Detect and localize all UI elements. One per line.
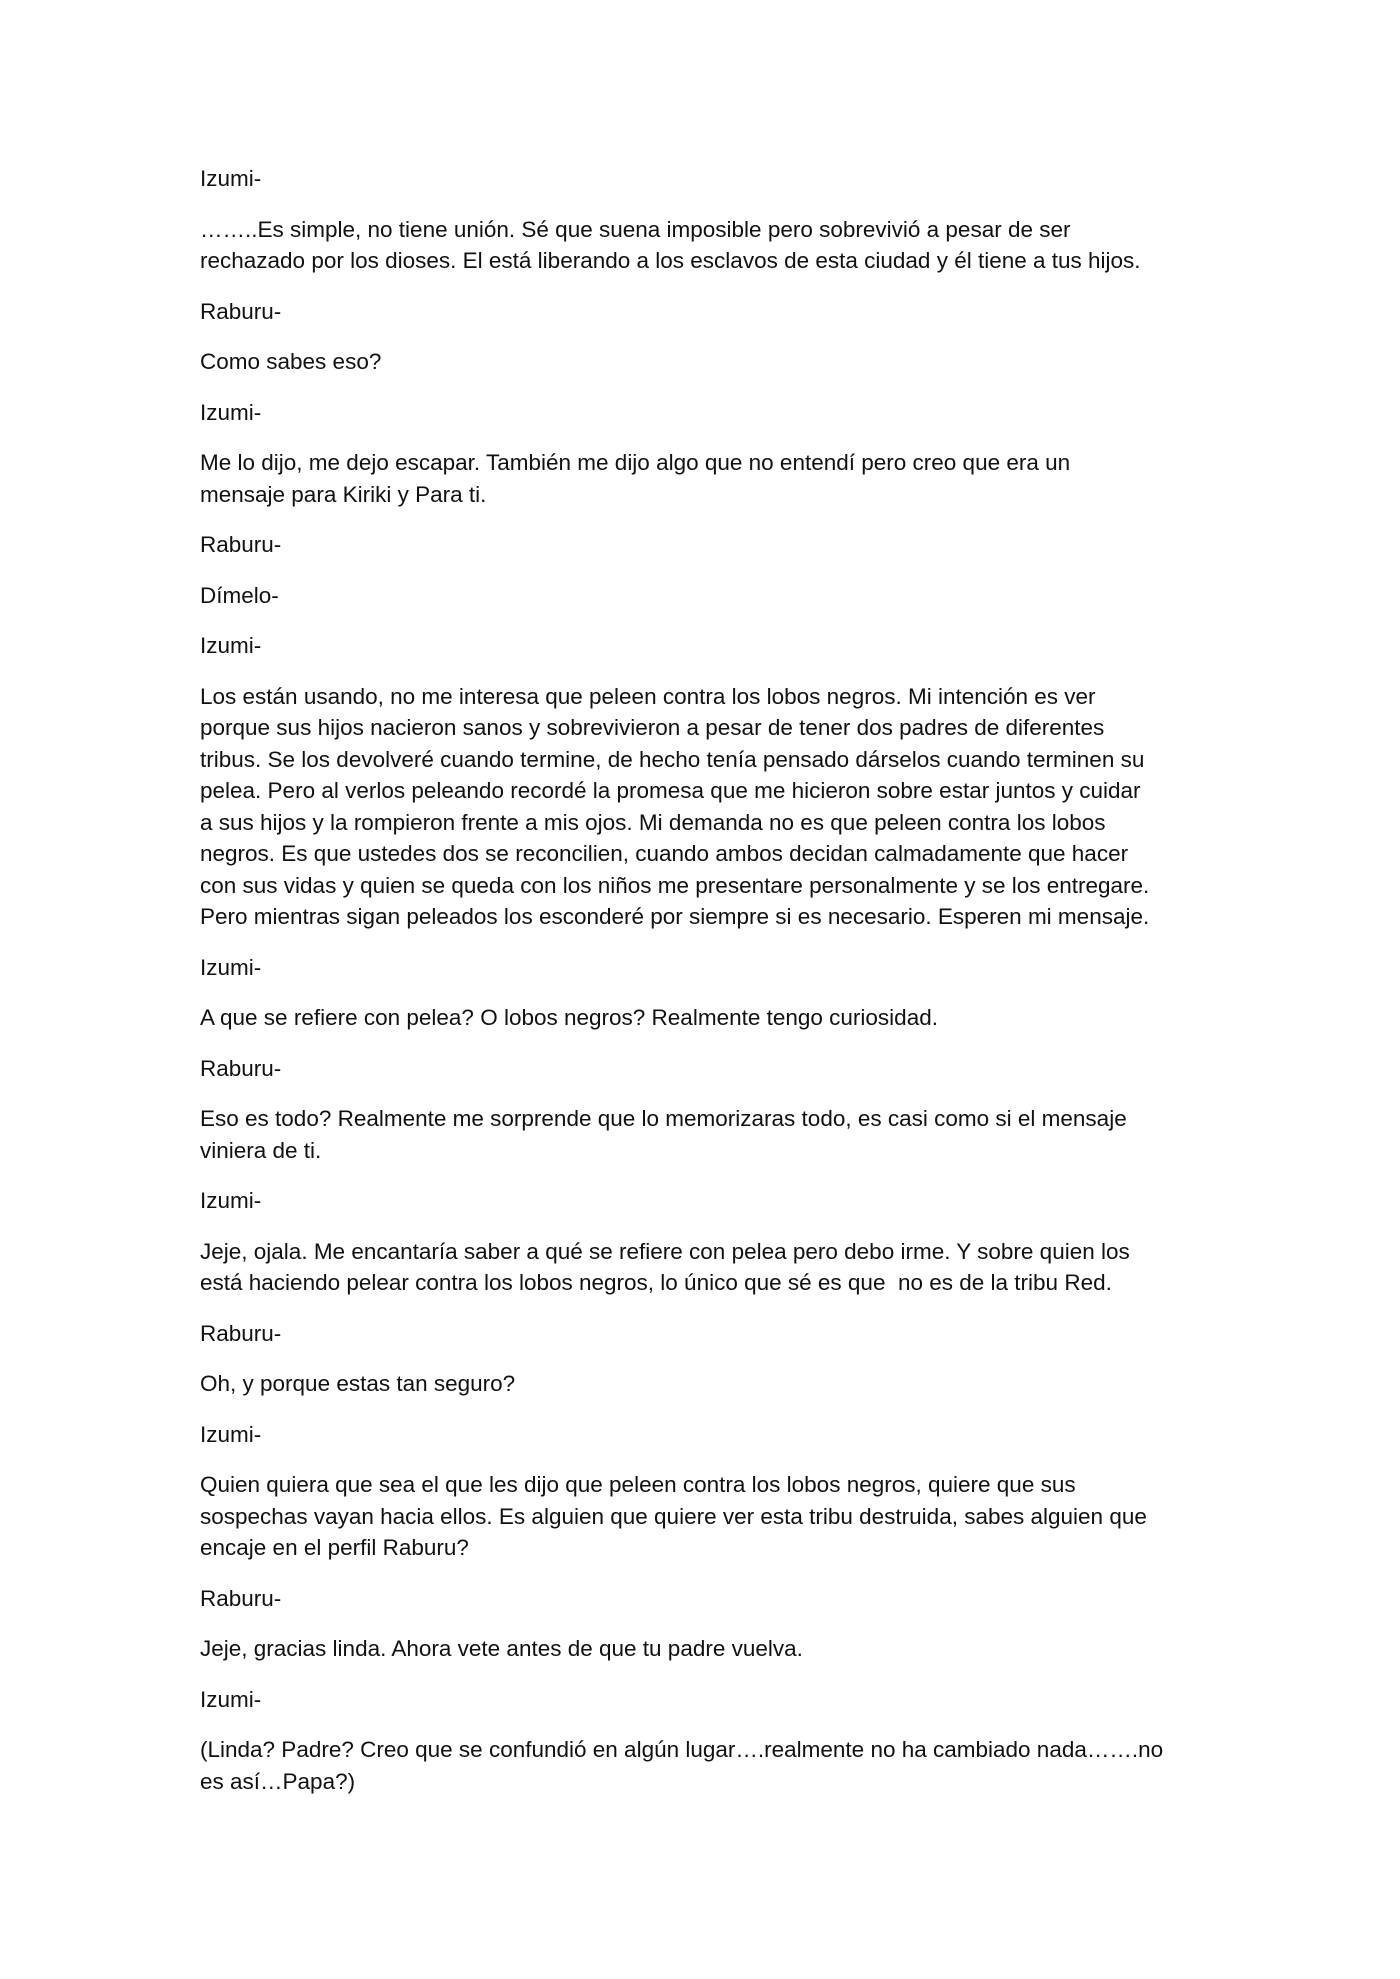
speaker-label: Raburu- — [200, 532, 282, 557]
dialogue-line: Jeje, gracias linda. Ahora vete antes de que tu padre vuelva. — [200, 1636, 803, 1661]
dialogue-line: Dímelo- — [200, 582, 279, 608]
speaker-label: Raburu- — [200, 1055, 282, 1081]
dialogue-line: Como sabes eso? — [200, 349, 382, 374]
dialogue-line: Los están usando, no me interesa que peleen contra los lobos negros. Mi intención es ver porque sus hijos nacieron sanos y sobrevivieron a pesar de tener dos padres de diferentes tribus. Se los devolveré cuando termine, de hecho tenía pensado dárselos cuando terminen su pelea. Pero al verlos peleando recordé la promesa que me hicieron sobre estar juntos y cuidar a sus hijos y la rompieron frente a mis ojos. Mi demanda no es que peleen contra los lobos negros. Es que ustedes dos se reconcilien, cuando ambos decidan calmadamente que hacer con sus vidas y quien se queda con los niños me presentare personalmente y se los entregare. Pero mientras sigan peleados los esconderé por siempre si es necesario. Esperen mi mensaje. — [200, 683, 1150, 929]
speaker-label: Raburu- — [200, 1585, 282, 1611]
dialogue-line: A que se refiere con pelea? O lobos negros? Realmente tengo curiosidad. — [200, 1005, 938, 1030]
speaker-label: Izumi- — [200, 954, 262, 980]
speaker-label: Raburu- — [200, 298, 282, 324]
dialogue-line: Jeje, ojala. Me encantaría saber a qué se refiere con pelea pero debo irme. Y sobre quien los está haciendo pelear contra los lobos negros, lo único que sé es que no es de la tribu Red. — [200, 1238, 1130, 1295]
dialogue-line: Me lo dijo, me dejo escapar. También me dijo algo que no entendí pero creo que era un mensaje para Kiriki y Para ti. — [200, 450, 1071, 507]
dialogue-line: (Linda? Padre? Creo que se confundió en algún lugar….realmente no ha cambiado nada…….no es así…Papa?) — [200, 1737, 1164, 1794]
speaker-label: Izumi- — [200, 1686, 262, 1712]
speaker-label: Raburu- — [200, 1320, 282, 1346]
dialogue-line: Oh, y porque estas tan seguro? — [200, 1371, 516, 1396]
speaker-label: Izumi- — [200, 399, 262, 425]
speaker-label: Izumi- — [200, 633, 262, 658]
dialogue-line: ……..Es simple, no tiene unión. Sé que suena imposible pero sobrevivió a pesar de ser rechazado por los dioses. El está liberando a los esclavos de esta ciudad y él tiene a tus hijos. — [200, 216, 1141, 273]
dialogue-line: Eso es todo? Realmente me sorprende que lo memorizaras todo, es casi como si el mensaje viniera de ti. — [200, 1106, 1127, 1163]
dialogue-line: Quien quiera que sea el que les dijo que peleen contra los lobos negros, quiere que sus sospechas vayan hacia ellos. Es alguien que quiere ver esta tribu destruida, sabes alguien que encaje en el perfil Raburu? — [200, 1472, 1147, 1560]
document-body — [200, 163, 1200, 1816]
speaker-label: Izumi- — [200, 1421, 262, 1447]
speaker-label: Izumi- — [200, 166, 262, 191]
speaker-label: Izumi- — [200, 1188, 262, 1213]
